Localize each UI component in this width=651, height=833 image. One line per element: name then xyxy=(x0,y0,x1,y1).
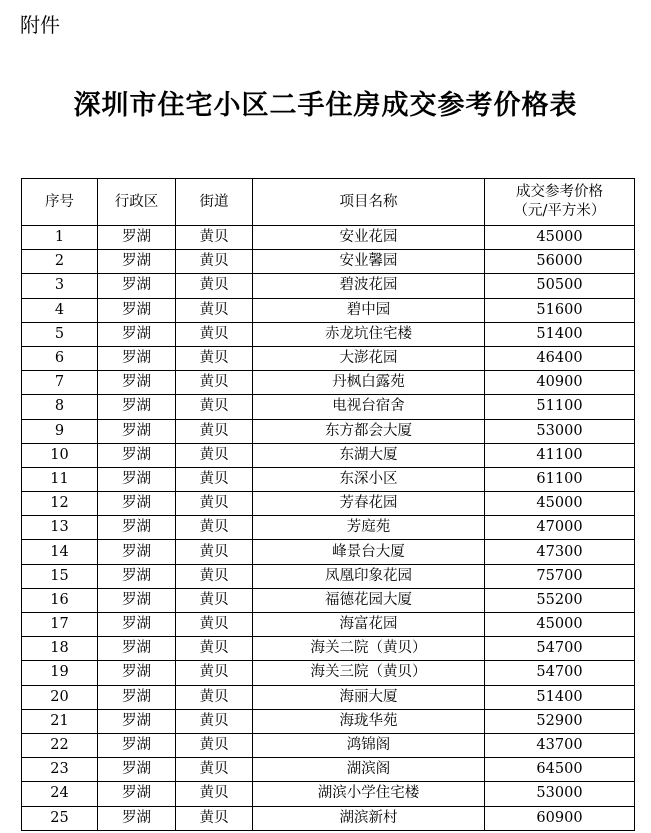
table-row xyxy=(22,322,635,346)
cell-street: 黄贝 xyxy=(176,274,253,298)
cell-serial-number: 13 xyxy=(22,516,98,540)
cell-project-name: 碧中园 xyxy=(253,298,485,322)
cell-project-name: 海关二院（黄贝） xyxy=(253,637,485,661)
cell-district: 罗湖 xyxy=(98,637,176,661)
cell-reference-price: 51100 xyxy=(485,395,635,419)
cell-district: 罗湖 xyxy=(98,371,176,395)
table-row xyxy=(22,516,635,540)
header-reference-price xyxy=(485,179,635,226)
cell-district: 罗湖 xyxy=(98,250,176,274)
cell-reference-price: 45000 xyxy=(485,613,635,637)
cell-district: 罗湖 xyxy=(98,226,176,250)
cell-street: 黄贝 xyxy=(176,709,253,733)
cell-district: 罗湖 xyxy=(98,564,176,588)
cell-district: 罗湖 xyxy=(98,346,176,370)
cell-street: 黄贝 xyxy=(176,419,253,443)
cell-district: 罗湖 xyxy=(98,516,176,540)
cell-serial-number: 12 xyxy=(22,492,98,516)
cell-project-name: 峰景台大厦 xyxy=(253,540,485,564)
table-row xyxy=(22,467,635,491)
cell-serial-number: 19 xyxy=(22,661,98,685)
cell-project-name: 湖滨阁 xyxy=(253,758,485,782)
cell-project-name: 大澎花园 xyxy=(253,346,485,370)
table-row xyxy=(22,443,635,467)
table-row xyxy=(22,637,635,661)
cell-project-name: 海珑华苑 xyxy=(253,709,485,733)
cell-serial-number: 5 xyxy=(22,322,98,346)
table-row xyxy=(22,685,635,709)
cell-street: 黄贝 xyxy=(176,322,253,346)
table-row xyxy=(22,613,635,637)
cell-district: 罗湖 xyxy=(98,274,176,298)
table-row xyxy=(22,782,635,806)
cell-street: 黄贝 xyxy=(176,564,253,588)
cell-district: 罗湖 xyxy=(98,709,176,733)
cell-serial-number: 14 xyxy=(22,540,98,564)
cell-serial-number: 20 xyxy=(22,685,98,709)
cell-reference-price: 45000 xyxy=(485,492,635,516)
cell-reference-price: 56000 xyxy=(485,250,635,274)
header-serial-number: 序号 xyxy=(22,179,98,226)
cell-project-name: 湖滨新村 xyxy=(253,806,485,830)
cell-project-name: 东方都会大厦 xyxy=(253,419,485,443)
cell-street: 黄贝 xyxy=(176,685,253,709)
cell-serial-number: 24 xyxy=(22,782,98,806)
cell-street: 黄贝 xyxy=(176,467,253,491)
header-district: 行政区 xyxy=(98,179,176,226)
cell-district: 罗湖 xyxy=(98,685,176,709)
cell-serial-number: 23 xyxy=(22,758,98,782)
cell-reference-price: 40900 xyxy=(485,371,635,395)
cell-reference-price: 53000 xyxy=(485,419,635,443)
cell-reference-price: 75700 xyxy=(485,564,635,588)
table-row xyxy=(22,226,635,250)
cell-project-name: 碧波花园 xyxy=(253,274,485,298)
cell-street: 黄贝 xyxy=(176,661,253,685)
cell-project-name: 东湖大厦 xyxy=(253,443,485,467)
cell-serial-number: 1 xyxy=(22,226,98,250)
cell-project-name: 海富花园 xyxy=(253,613,485,637)
cell-street: 黄贝 xyxy=(176,588,253,612)
table-row xyxy=(22,250,635,274)
cell-district: 罗湖 xyxy=(98,492,176,516)
attachment-label: 附件 xyxy=(20,13,60,37)
cell-serial-number: 17 xyxy=(22,613,98,637)
table-row xyxy=(22,371,635,395)
header-project-name: 项目名称 xyxy=(253,179,485,226)
cell-reference-price: 47300 xyxy=(485,540,635,564)
cell-serial-number: 2 xyxy=(22,250,98,274)
cell-project-name: 赤龙坑住宅楼 xyxy=(253,322,485,346)
cell-district: 罗湖 xyxy=(98,322,176,346)
cell-serial-number: 10 xyxy=(22,443,98,467)
page-title: 深圳市住宅小区二手住房成交参考价格表 xyxy=(73,90,578,121)
cell-project-name: 福德花园大厦 xyxy=(253,588,485,612)
cell-street: 黄贝 xyxy=(176,443,253,467)
table-row xyxy=(22,733,635,757)
cell-street: 黄贝 xyxy=(176,298,253,322)
cell-serial-number: 21 xyxy=(22,709,98,733)
cell-district: 罗湖 xyxy=(98,782,176,806)
cell-project-name: 芳庭苑 xyxy=(253,516,485,540)
table-header-row xyxy=(22,179,635,226)
table-row xyxy=(22,395,635,419)
cell-street: 黄贝 xyxy=(176,540,253,564)
cell-serial-number: 16 xyxy=(22,588,98,612)
cell-project-name: 海丽大厦 xyxy=(253,685,485,709)
cell-reference-price: 46400 xyxy=(485,346,635,370)
price-table xyxy=(21,178,635,831)
table-row xyxy=(22,588,635,612)
table-row xyxy=(22,806,635,830)
cell-reference-price: 50500 xyxy=(485,274,635,298)
cell-serial-number: 7 xyxy=(22,371,98,395)
cell-serial-number: 9 xyxy=(22,419,98,443)
cell-street: 黄贝 xyxy=(176,782,253,806)
cell-serial-number: 11 xyxy=(22,467,98,491)
cell-street: 黄贝 xyxy=(176,395,253,419)
cell-serial-number: 25 xyxy=(22,806,98,830)
cell-street: 黄贝 xyxy=(176,613,253,637)
cell-project-name: 凤凰印象花园 xyxy=(253,564,485,588)
cell-reference-price: 45000 xyxy=(485,226,635,250)
cell-reference-price: 54700 xyxy=(485,637,635,661)
cell-reference-price: 64500 xyxy=(485,758,635,782)
cell-serial-number: 4 xyxy=(22,298,98,322)
table-row xyxy=(22,274,635,298)
cell-district: 罗湖 xyxy=(98,806,176,830)
cell-project-name: 鸿锦阁 xyxy=(253,733,485,757)
cell-reference-price: 53000 xyxy=(485,782,635,806)
cell-street: 黄贝 xyxy=(176,492,253,516)
cell-reference-price: 51400 xyxy=(485,685,635,709)
cell-district: 罗湖 xyxy=(98,419,176,443)
header-price-line2: （元/平方米） xyxy=(513,203,606,219)
cell-street: 黄贝 xyxy=(176,371,253,395)
cell-reference-price: 61100 xyxy=(485,467,635,491)
cell-district: 罗湖 xyxy=(98,540,176,564)
cell-street: 黄贝 xyxy=(176,758,253,782)
table-row xyxy=(22,564,635,588)
cell-reference-price: 52900 xyxy=(485,709,635,733)
cell-serial-number: 18 xyxy=(22,637,98,661)
cell-project-name: 湖滨小学住宅楼 xyxy=(253,782,485,806)
cell-district: 罗湖 xyxy=(98,467,176,491)
cell-project-name: 电视台宿舍 xyxy=(253,395,485,419)
cell-serial-number: 8 xyxy=(22,395,98,419)
header-price-line1: 成交参考价格 xyxy=(516,184,603,200)
cell-project-name: 芳春花园 xyxy=(253,492,485,516)
table-row xyxy=(22,298,635,322)
header-street: 街道 xyxy=(176,179,253,226)
table-row xyxy=(22,709,635,733)
cell-reference-price: 54700 xyxy=(485,661,635,685)
cell-district: 罗湖 xyxy=(98,733,176,757)
cell-project-name: 海关三院（黄贝） xyxy=(253,661,485,685)
table-row xyxy=(22,540,635,564)
cell-district: 罗湖 xyxy=(98,588,176,612)
cell-serial-number: 3 xyxy=(22,274,98,298)
table-row xyxy=(22,492,635,516)
cell-serial-number: 15 xyxy=(22,564,98,588)
cell-reference-price: 41100 xyxy=(485,443,635,467)
cell-reference-price: 47000 xyxy=(485,516,635,540)
cell-district: 罗湖 xyxy=(98,443,176,467)
cell-street: 黄贝 xyxy=(176,250,253,274)
cell-project-name: 东深小区 xyxy=(253,467,485,491)
table-body xyxy=(22,226,635,831)
table-row xyxy=(22,758,635,782)
cell-reference-price: 55200 xyxy=(485,588,635,612)
cell-street: 黄贝 xyxy=(176,806,253,830)
cell-serial-number: 6 xyxy=(22,346,98,370)
cell-street: 黄贝 xyxy=(176,226,253,250)
cell-district: 罗湖 xyxy=(98,395,176,419)
cell-reference-price: 43700 xyxy=(485,733,635,757)
cell-reference-price: 51600 xyxy=(485,298,635,322)
cell-street: 黄贝 xyxy=(176,516,253,540)
cell-serial-number: 22 xyxy=(22,733,98,757)
cell-project-name: 安业花园 xyxy=(253,226,485,250)
cell-street: 黄贝 xyxy=(176,637,253,661)
cell-project-name: 安业馨园 xyxy=(253,250,485,274)
cell-district: 罗湖 xyxy=(98,613,176,637)
cell-project-name: 丹枫白露苑 xyxy=(253,371,485,395)
cell-reference-price: 51400 xyxy=(485,322,635,346)
table-row xyxy=(22,661,635,685)
table-row xyxy=(22,419,635,443)
cell-reference-price: 60900 xyxy=(485,806,635,830)
cell-district: 罗湖 xyxy=(98,298,176,322)
cell-district: 罗湖 xyxy=(98,758,176,782)
cell-street: 黄贝 xyxy=(176,733,253,757)
cell-district: 罗湖 xyxy=(98,661,176,685)
table-row xyxy=(22,346,635,370)
cell-street: 黄贝 xyxy=(176,346,253,370)
